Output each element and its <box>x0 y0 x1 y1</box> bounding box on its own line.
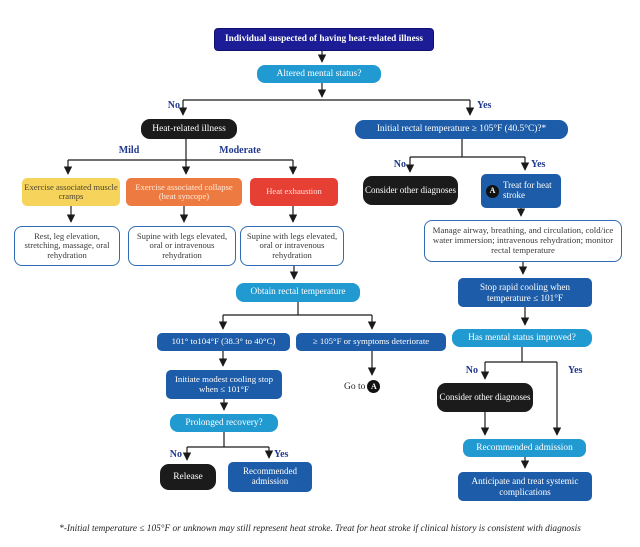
node-heat-exhaustion: Heat exhaustion <box>250 178 338 206</box>
branch-label-no-2: No <box>393 159 406 170</box>
node-anticipate-complications: Anticipate and treat systemic complications <box>458 472 592 501</box>
node-consider-other-diagnoses-top: Consider other diagnoses <box>363 176 458 205</box>
branch-label-no-3: No <box>465 365 478 376</box>
branch-label-no-4: No <box>169 449 182 460</box>
node-obtain-rectal-temperature: Obtain rectal temperature <box>236 283 360 302</box>
treat-for-heat-stroke-label: Treat for heat stroke <box>503 180 552 200</box>
node-recommended-admission-left: Recommended admission <box>228 462 312 492</box>
node-mental-status-improved: Has mental status improved? <box>452 329 592 347</box>
node-recommended-admission-right: Recommended admission <box>463 439 586 457</box>
node-manage-airway: Manage airway, breathing, and circulation, cold/ice water immersion; intravenous rehydration; monitor rectal temperature <box>424 220 622 262</box>
node-exercise-muscle-cramps: Exercise associated muscle cramps <box>22 178 120 206</box>
branch-label-yes-3: Yes <box>568 365 583 376</box>
node-altered-mental-status: Altered mental status? <box>257 65 381 83</box>
branch-label-mild: Mild <box>118 145 140 156</box>
node-cramps-treatment: Rest, leg elevation, stretching, massage, oral rehydration <box>14 226 120 266</box>
branch-label-no-1: No <box>167 100 180 111</box>
branch-label-yes-4: Yes <box>274 449 289 460</box>
node-initiate-modest-cooling: Initiate modest cooling stop when ≤ 101°F <box>166 370 282 399</box>
node-temp-105-or-worse: ≥ 105°F or symptoms deteriorate <box>296 333 446 351</box>
node-initial-rectal-temperature: Initial rectal temperature ≥ 105°F (40.5°C)?* <box>355 120 568 139</box>
node-exhaustion-treatment: Supine with legs elevated, oral or intravenous rehydration <box>240 226 344 266</box>
footnote: *-Initial temperature ≤ 105°F or unknown may still represent heat stroke. Treat for heat stroke if clinical history is consistent with diagnosis <box>59 524 581 534</box>
node-exercise-collapse: Exercise associated collapse (heat syncope) <box>126 178 242 206</box>
node-start: Individual suspected of having heat-related illness <box>214 28 434 51</box>
branch-label-yes-1: Yes <box>477 100 492 111</box>
node-consider-other-diagnoses-bottom: Consider other diagnoses <box>437 383 533 412</box>
node-treat-for-heat-stroke <box>481 174 561 208</box>
branch-label-moderate: Moderate <box>219 145 261 156</box>
goto-a-text: Go to <box>344 381 366 392</box>
branch-label-yes-2: Yes <box>531 159 546 170</box>
node-temp-101-to-104: 101° to104°F (38.3° to 40°C) <box>157 333 290 351</box>
node-release: Release <box>160 464 216 490</box>
node-prolonged-recovery: Prolonged recovery? <box>170 414 278 432</box>
node-stop-rapid-cooling: Stop rapid cooling when temperature ≤ 101°F <box>458 278 592 307</box>
badge-a-icon: A <box>367 380 380 393</box>
node-collapse-treatment: Supine with legs elevated, oral or intravenous rehydration <box>128 226 236 266</box>
node-heat-related-illness: Heat-related illness <box>141 119 237 139</box>
goto-a <box>344 380 380 393</box>
badge-a-icon: A <box>486 185 499 198</box>
